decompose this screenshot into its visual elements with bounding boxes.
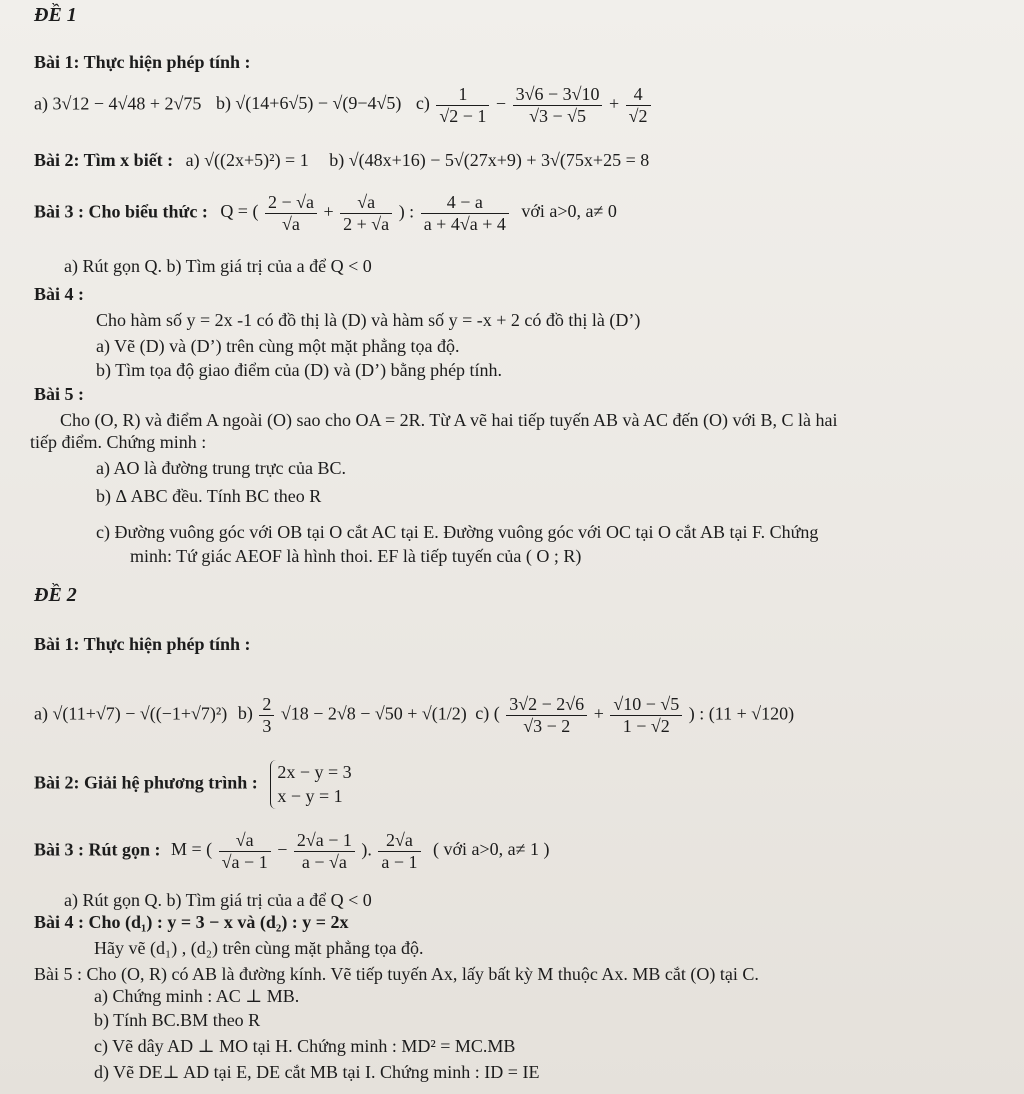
de2-bai5-a: a) Chứng minh : AC ⊥ MB. <box>94 986 300 1006</box>
de2-bai1-a: a) √(11+√7) − √((−1+√7)²) <box>34 703 228 724</box>
de2-bai4-line2: Hãy vẽ (d₁) , (d₂) trên cùng mặt phẳng tọa độ. <box>94 938 424 958</box>
de1-bai3-parts: a) Rút gọn Q. b) Tìm giá trị của a để Q < 0 <box>64 256 372 276</box>
de2-bai1-c-label: c) ( <box>475 703 500 724</box>
de1-bai2-a: a) √((2x+5)²) = 1 <box>185 150 309 170</box>
de1-bai5-c2: minh: Tứ giác AEOF là hình thoi. EF là tiếp tuyến của ( O ; R) <box>130 546 582 566</box>
de1-bai1-row <box>34 84 653 126</box>
de2-bai3-frac3: $\frac{2√a}{a - 1}$ <box>378 830 420 872</box>
de2-bai1-c-frac2: $\frac{√10 - √5}{1 - √2}$ <box>610 694 682 736</box>
de1-bai2-row <box>34 150 649 171</box>
de2-bai1-row <box>34 694 794 736</box>
de1-bai3-frac3: $\frac{4 - a}{a + 4√a + 4}$ <box>421 192 509 234</box>
de2-bai1-c-plus: + <box>593 703 604 724</box>
de1-bai3-cond: với a>0, a≠ 0 <box>521 201 617 222</box>
de1-bai1-title: Bài 1: Thực hiện phép tính : <box>34 52 251 72</box>
de2-bai2-eq1: 2x − y = 3 <box>277 762 352 782</box>
de2-bai1-title: Bài 1: Thực hiện phép tính : <box>34 634 251 654</box>
de2-bai3-row <box>34 830 550 872</box>
de2-bai3-cond: ( với a>0, a≠ 1 ) <box>433 839 550 860</box>
de1-bai1-c-plus: + <box>608 93 620 114</box>
de1-bai5-a: a) AO là đường trung trực của BC. <box>96 458 346 478</box>
de1-bai1-c-frac1: $\frac{1}{√2 - 1}$ <box>436 84 489 126</box>
de2-bai3-frac1: $\frac{√a}{√a - 1}$ <box>219 830 271 872</box>
de1-bai4-title: Bài 4 : <box>34 284 85 304</box>
de1-bai1-c-minus: − <box>495 93 507 114</box>
de2-bai2-row <box>34 760 352 809</box>
de2-bai5-b: b) Tính BC.BM theo R <box>94 1010 261 1030</box>
de2-title: ĐỀ 2 <box>34 584 77 606</box>
de1-bai5-line2: tiếp điểm. Chứng minh : <box>30 432 207 452</box>
de1-bai5-title: Bài 5 : <box>34 384 85 404</box>
de2-bai2-title: Bài 2: Giải hệ phương trình : <box>34 772 258 793</box>
de2-bai1-b-label: b) <box>237 703 253 724</box>
de2-bai1-b-frac: $\frac{2}{3}$ <box>259 694 274 736</box>
de1-title: ĐỀ 1 <box>34 4 77 26</box>
de1-bai4-line1: Cho hàm số y = 2x -1 có đồ thị là (D) và hàm số y = -x + 2 có đồ thị là (D’) <box>96 310 641 330</box>
de1-bai3-div: ) : <box>398 201 415 222</box>
de1-bai3-title: Bài 3 : Cho biểu thức : <box>34 201 208 222</box>
de1-bai3-row <box>34 192 617 234</box>
de2-bai1-b-rest: √18 − 2√8 − √50 + √(1/2) <box>280 703 467 724</box>
de1-bai3-frac1: $\frac{2 - √a}{√a}$ <box>265 192 317 234</box>
de2-bai5-c: c) Vẽ dây AD ⊥ MO tại H. Chứng minh : MD² = MC.MB <box>94 1036 516 1056</box>
de1-bai5-c1: c) Đường vuông góc với OB tại O cắt AC tại E. Đường vuông góc với OC tại O cắt AB tại F. Chứng <box>96 522 819 542</box>
de2-bai2-system <box>270 760 351 809</box>
de2-bai5-d: d) Vẽ DE⊥ AD tại E, DE cắt MB tại I. Chứng minh : ID = IE <box>94 1062 540 1082</box>
de1-bai5-b: b) Δ ABC đều. Tính BC theo R <box>96 486 322 506</box>
de2-bai3-minus: − <box>277 839 288 860</box>
de1-bai1-b: b) √(14+6√5) − √(9−4√5) <box>215 93 402 114</box>
de1-bai4-a: a) Vẽ (D) và (D’) trên cùng một mặt phẳng tọa độ. <box>96 336 460 356</box>
de1-bai3-frac2: $\frac{√a}{2 + √a}$ <box>340 192 392 234</box>
de1-bai3-plus: + <box>323 201 334 222</box>
de1-bai1-c-frac3: $\frac{4}{√2}$ <box>626 84 651 126</box>
de1-bai2-b: b) √(48x+16) − 5√(27x+9) + 3√(75x+25 = 8 <box>329 150 650 170</box>
de2-bai3-frac2: $\frac{2√a - 1}{a - √a}$ <box>294 830 355 872</box>
de2-bai3-parts: a) Rút gọn Q. b) Tìm giá trị của a để Q < 0 <box>64 890 372 910</box>
de2-bai1-c-frac1: $\frac{3√2 - 2√6}{√3 - 2}$ <box>506 694 587 736</box>
de1-bai4-b: b) Tìm tọa độ giao điểm của (D) và (D’) bằng phép tính. <box>96 360 503 380</box>
de2-bai1-c-tail: ) : (11 + √120) <box>688 703 795 724</box>
de1-bai5-line1: Cho (O, R) và điểm A ngoài (O) sao cho OA = 2R. Từ A vẽ hai tiếp tuyến AB và AC đến (O) với B, C là hai <box>60 410 838 430</box>
de1-bai1-c-label: c) <box>415 93 430 114</box>
de1-bai2-title: Bài 2: Tìm x biết : <box>34 150 174 170</box>
de1-bai1-c-frac2: $\frac{3√6 - 3√10}{√3 - √5}$ <box>513 84 603 126</box>
de2-bai3-title: Bài 3 : Rút gọn : <box>34 839 161 860</box>
de1-bai1-a: a) 3√12 − 4√48 + 2√75 <box>34 93 202 114</box>
de2-bai3-close: ). <box>361 839 372 860</box>
de2-bai3-m-lhs: M = ( <box>171 839 213 860</box>
de2-bai4-line1: Bài 4 : Cho (d₁) : y = 3 − x và (d₂) : y = 2x <box>34 912 349 932</box>
de2-bai2-eq2: x − y = 1 <box>277 786 343 807</box>
de1-bai3-q-lhs: Q = ( <box>220 201 259 222</box>
de2-bai5-line1: Bài 5 : Cho (O, R) có AB là đường kính. Vẽ tiếp tuyến Ax, lấy bất kỳ M thuộc Ax. MB cắt (O) tại C. <box>34 964 759 984</box>
